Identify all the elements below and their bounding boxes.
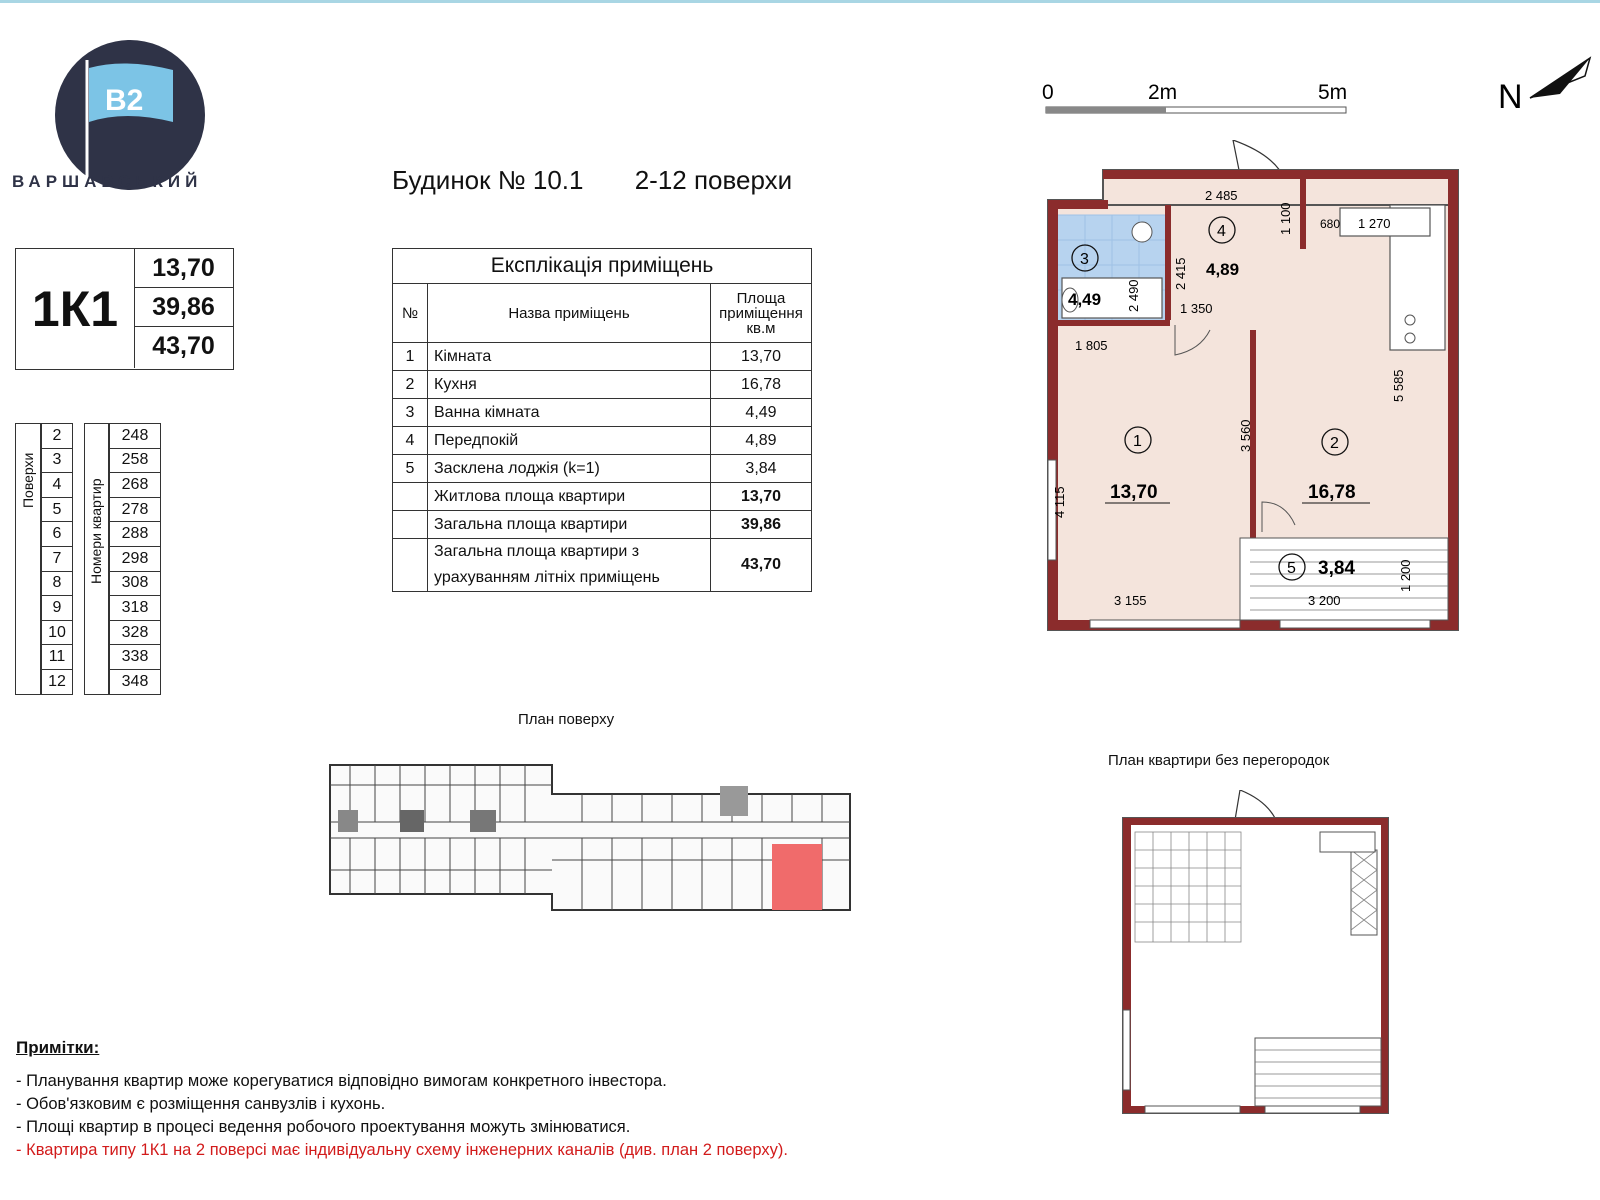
notes-list: [16, 1070, 788, 1162]
floor-cell: 6: [42, 522, 73, 547]
table-row: [393, 455, 812, 483]
scale-0: 0: [1042, 81, 1054, 104]
room-number: 5: [393, 455, 428, 483]
dim-2485: 2 485: [1205, 188, 1238, 203]
room-5-area: 3,84: [1318, 558, 1355, 579]
apartment-type-code: 1К1: [16, 249, 135, 368]
apartment-numbers-label-cell: [84, 423, 109, 695]
brand-name: ВАРШАВСЬКИЙ: [12, 172, 203, 191]
floor-cell: 12: [42, 669, 73, 694]
room-number: 1: [393, 343, 428, 371]
floor-cell: 10: [42, 620, 73, 645]
dim-680: 680: [1320, 217, 1341, 231]
room-area: 16,78: [711, 371, 812, 399]
room-name: Передпокій: [428, 427, 711, 455]
building-number: Будинок № 10.1: [392, 165, 584, 195]
explication-title: Експлікація приміщень: [393, 249, 812, 284]
dim-4115: 4 115: [1052, 486, 1067, 518]
col-area: Площа приміщення кв.м: [711, 284, 812, 343]
dim-3200: 3 200: [1308, 593, 1341, 608]
total-name: Загальна площа квартири: [428, 511, 711, 539]
total-area: 13,70: [711, 483, 812, 511]
top-border-line: [0, 0, 1600, 3]
floor-plan: [320, 760, 870, 915]
room-number: 3: [393, 399, 428, 427]
apartment-numbers-label: Номери квартир: [88, 478, 104, 584]
floor-cell: 5: [42, 497, 73, 522]
note-item: - Площі квартир в процесі ведення робочого проектування можуть змінюватися.: [16, 1118, 631, 1136]
apartment-number-cell: 288: [110, 522, 161, 547]
floors-range: 2-12 поверхи: [634, 165, 793, 195]
dim-1200: 1 200: [1398, 559, 1413, 592]
room-area: 13,70: [711, 343, 812, 371]
floor-cell: 3: [42, 448, 73, 473]
logo-mark: B2: [105, 84, 144, 117]
dim-1100: 1 100: [1278, 202, 1293, 235]
flag-icon: [55, 40, 205, 190]
north-label: N: [1498, 78, 1523, 116]
room-3-area: 4,49: [1068, 290, 1102, 309]
apartment-number-cell: 308: [110, 571, 161, 596]
apartment-number-cell: 338: [110, 645, 161, 670]
floors-table: [41, 423, 73, 695]
explication-table: [392, 248, 812, 592]
room-number: 4: [393, 427, 428, 455]
highlighted-apartment: [772, 844, 822, 910]
total-area: 43,70: [711, 539, 812, 592]
room-1-area: 13,70: [1110, 482, 1158, 503]
apartment-plan: [1040, 140, 1480, 650]
dim-2490: 2 490: [1126, 279, 1141, 312]
notes-title: Примітки:: [16, 1038, 100, 1057]
scale-2m: 2m: [1148, 81, 1178, 104]
note-item: - Обов'язковим є розміщення санвузлів і кухонь.: [16, 1095, 386, 1113]
total-row: [393, 539, 812, 592]
scale-bar: [1030, 75, 1360, 125]
total-row: [393, 483, 812, 511]
apartment-number-cell: 298: [110, 546, 161, 571]
dim-5585: 5 585: [1391, 369, 1406, 402]
room-5-number: 5: [1287, 560, 1296, 577]
plan-without-partitions: [1115, 790, 1395, 1120]
table-row: [393, 399, 812, 427]
living-area: 13,70: [134, 249, 233, 288]
floor-cell: 4: [42, 473, 73, 498]
apartment-number-cell: 278: [110, 497, 161, 522]
apartment-number-cell: 248: [110, 424, 161, 449]
dim-3560: 3 560: [1238, 419, 1253, 452]
dim-1350: 1 350: [1180, 301, 1213, 316]
apartment-numbers-table: [109, 423, 161, 695]
total-row: [393, 511, 812, 539]
note-highlight: - Квартира типу 1К1 на 2 поверсі має індивідуальну схему інженерних каналів (див. план 2 поверху).: [16, 1141, 788, 1159]
room-name: Кухня: [428, 371, 711, 399]
apartment-number-cell: 348: [110, 669, 161, 694]
floor-cell: 2: [42, 424, 73, 449]
total-area: 39,86: [134, 288, 233, 327]
room-name: Кімната: [428, 343, 711, 371]
room-3-number: 3: [1080, 251, 1089, 268]
total-area: 39,86: [711, 511, 812, 539]
table-row: [393, 371, 812, 399]
col-name: Назва приміщень: [428, 284, 711, 343]
page-title: [392, 165, 836, 196]
floors-label-cell: [15, 423, 41, 695]
dim-2415: 2 415: [1173, 257, 1188, 290]
no-partitions-caption: План квартири без перегородок: [1108, 752, 1330, 769]
floor-cell: 8: [42, 571, 73, 596]
dim-1805: 1 805: [1075, 338, 1108, 353]
room-number: 2: [393, 371, 428, 399]
room-4-number: 4: [1217, 223, 1226, 240]
note-item: - Планування квартир може корегуватися відповідно вимогам конкретного інвестора.: [16, 1072, 667, 1090]
apartment-number-cell: 258: [110, 448, 161, 473]
dim-1270: 1 270: [1358, 216, 1391, 231]
apartment-number-cell: 318: [110, 596, 161, 621]
table-row: [393, 343, 812, 371]
room-area: 4,49: [711, 399, 812, 427]
room-area: 4,89: [711, 427, 812, 455]
floor-cell: 11: [42, 645, 73, 670]
room-name: Засклена лоджія (k=1): [428, 455, 711, 483]
north-arrow-icon: [1490, 48, 1595, 118]
room-1-number: 1: [1133, 433, 1142, 450]
apartment-type-box: [15, 248, 234, 370]
floor-cell: 7: [42, 546, 73, 571]
room-2-number: 2: [1330, 435, 1339, 452]
total-area-summer: 43,70: [152, 332, 215, 360]
scale-5m: 5m: [1318, 81, 1348, 104]
apartment-number-cell: 328: [110, 620, 161, 645]
table-row: [393, 427, 812, 455]
total-name: Житлова площа квартири: [428, 483, 711, 511]
room-name: Ванна кімната: [428, 399, 711, 427]
floors-label: Поверхи: [20, 452, 36, 508]
floor-cell: 9: [42, 596, 73, 621]
logo: [55, 40, 205, 190]
col-number: №: [393, 284, 428, 343]
dim-3155: 3 155: [1114, 593, 1147, 608]
room-2-area: 16,78: [1308, 482, 1356, 503]
room-area: 3,84: [711, 455, 812, 483]
room-4-area: 4,89: [1206, 260, 1240, 279]
floor-plan-caption: План поверху: [518, 711, 615, 728]
apartment-number-cell: 268: [110, 473, 161, 498]
total-name: Загальна площа квартири з урахуванням літніх приміщень: [428, 539, 711, 592]
